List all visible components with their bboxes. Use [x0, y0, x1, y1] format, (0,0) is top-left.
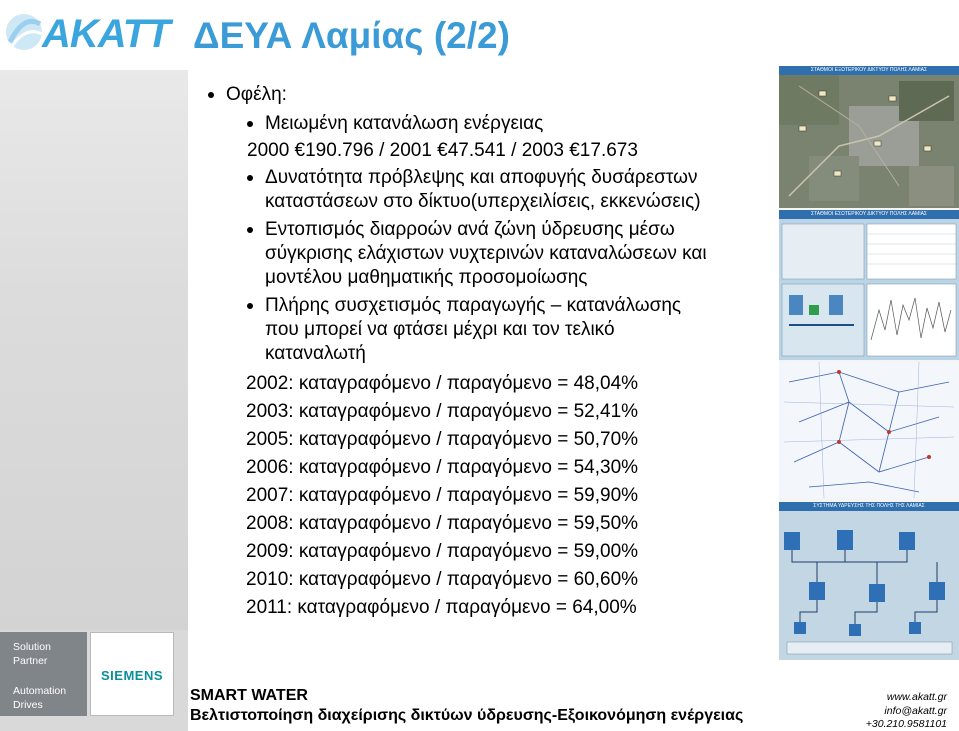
stat-line: 2006: καταγραφόμενο / παραγόμενο = 54,30% [246, 457, 639, 478]
screenshot-title: ΣΤΑΘΜΟΙ ΕΣΩΤΕΡΙΚΟΥ ΔΙΚΤΥΟΥ ΠΟΛΗΣ ΛΑΜΙΑΣ [810, 211, 928, 217]
benefit-line: Εντοπισμός διαρροών ανά ζώνη ύδρευσης μέσω [265, 219, 675, 240]
stat-line: 2005: καταγραφόμενο / παραγόμενο = 50,70% [246, 429, 639, 450]
logo-text: AKATT [42, 12, 170, 56]
benefit-line: Δυνατότητα πρόβλεψης και αποφυγής δυσάρεστων [265, 167, 698, 188]
stat-line: 2009: καταγραφόμενο / παραγόμενο = 59,00% [246, 541, 639, 562]
network-diagram-image [779, 362, 959, 498]
partner-text: Automation [13, 685, 67, 697]
stat-line: 2010: καταγραφόμενο / παραγόμενο = 60,60% [246, 569, 639, 590]
sidebar-decoration [0, 70, 188, 630]
bullet-icon [247, 121, 253, 127]
siemens-logo: SIEMENS [100, 668, 163, 683]
network-diagram-screenshot [779, 362, 959, 498]
screenshot-title: ΣΤΑΘΜΟΙ ΕΞΩΤΕΡΙΚΟΥ ΔΙΚΤΥΟΥ ΠΟΛΗΣ ΛΑΜΙΑΣ [810, 67, 928, 73]
scada-screenshot-strip [779, 66, 959, 660]
benefit-line: μοντέλου μαθηματικής προσομοίωσης [265, 267, 588, 288]
screenshot-title: ΣΥΣΤΗΜΑ ΥΔΡΕΥΣΗΣ ΤΗΣ ΠΟΛΗΣ ΤΗΣ ΛΑΜΙΑΣ [813, 503, 925, 509]
benefit-line: 2000 €190.796 / 2001 €47.541 / 2003 €17.673 [247, 140, 638, 161]
page-title: ΔΕΥΑ Λαμίας (2/2) [193, 15, 510, 56]
scada-panel-screenshot [779, 210, 959, 360]
slide-content [188, 70, 778, 660]
footer-website[interactable]: www.akatt.gr [886, 691, 947, 703]
footer-subtitle: Βελτιστοποίηση διαχείρισης δικτύων ύδρευσης-Εξοικονόμηση ενέργειας [190, 707, 744, 724]
benefit-line: σύγκρισης ελάχιστων νυχτερινών καταναλώσεων και [265, 243, 707, 264]
footer-phone: +30.210.9581101 [865, 718, 947, 730]
stat-line: 2002: καταγραφόμενο / παραγόμενο = 48,04% [246, 373, 639, 394]
stat-line: 2011: καταγραφόμενο / παραγόμενο = 64,00% [246, 597, 637, 618]
water-system-image [779, 502, 959, 660]
bullet-icon [208, 92, 214, 98]
solution-partner-badge [0, 632, 87, 716]
benefit-line: Πλήρης συσχετισμός παραγωγής – κατανάλωσης [265, 295, 682, 316]
partner-text: Solution [13, 641, 51, 653]
akatt-logo [4, 10, 189, 58]
stat-line: 2003: καταγραφόμενο / παραγόμενο = 52,41% [246, 401, 639, 422]
benefit-line: Μειωμένη κατανάλωση ενέργειας [265, 113, 544, 134]
footer-title: SMART WATER [190, 687, 308, 704]
stat-line: 2007: καταγραφόμενο / παραγόμενο = 59,90% [246, 485, 639, 506]
bullet-icon [247, 227, 253, 233]
footer [188, 660, 959, 731]
partner-text: Drives [13, 699, 43, 711]
benefit-line: καταναλωτή [265, 343, 366, 364]
benefits-heading: Οφέλη: [226, 84, 287, 105]
water-system-screenshot [779, 502, 959, 660]
bullet-icon [247, 303, 253, 309]
siemens-badge [90, 632, 174, 716]
footer-email[interactable]: info@akatt.gr [884, 705, 947, 717]
stat-line: 2008: καταγραφόμενο / παραγόμενο = 59,50% [246, 513, 639, 534]
partner-text: Partner [13, 655, 48, 667]
scada-panel-image [779, 210, 959, 360]
satellite-map-screenshot [779, 66, 959, 208]
benefit-line: που μπορεί να φτάσει μέχρι και τον τελικό [265, 319, 615, 340]
benefit-line: καταστάσεων στο δίκτυο(υπερχειλίσεις, εκκενώσεις) [265, 191, 701, 212]
bullet-icon [247, 175, 253, 181]
satellite-map-image [779, 66, 959, 208]
